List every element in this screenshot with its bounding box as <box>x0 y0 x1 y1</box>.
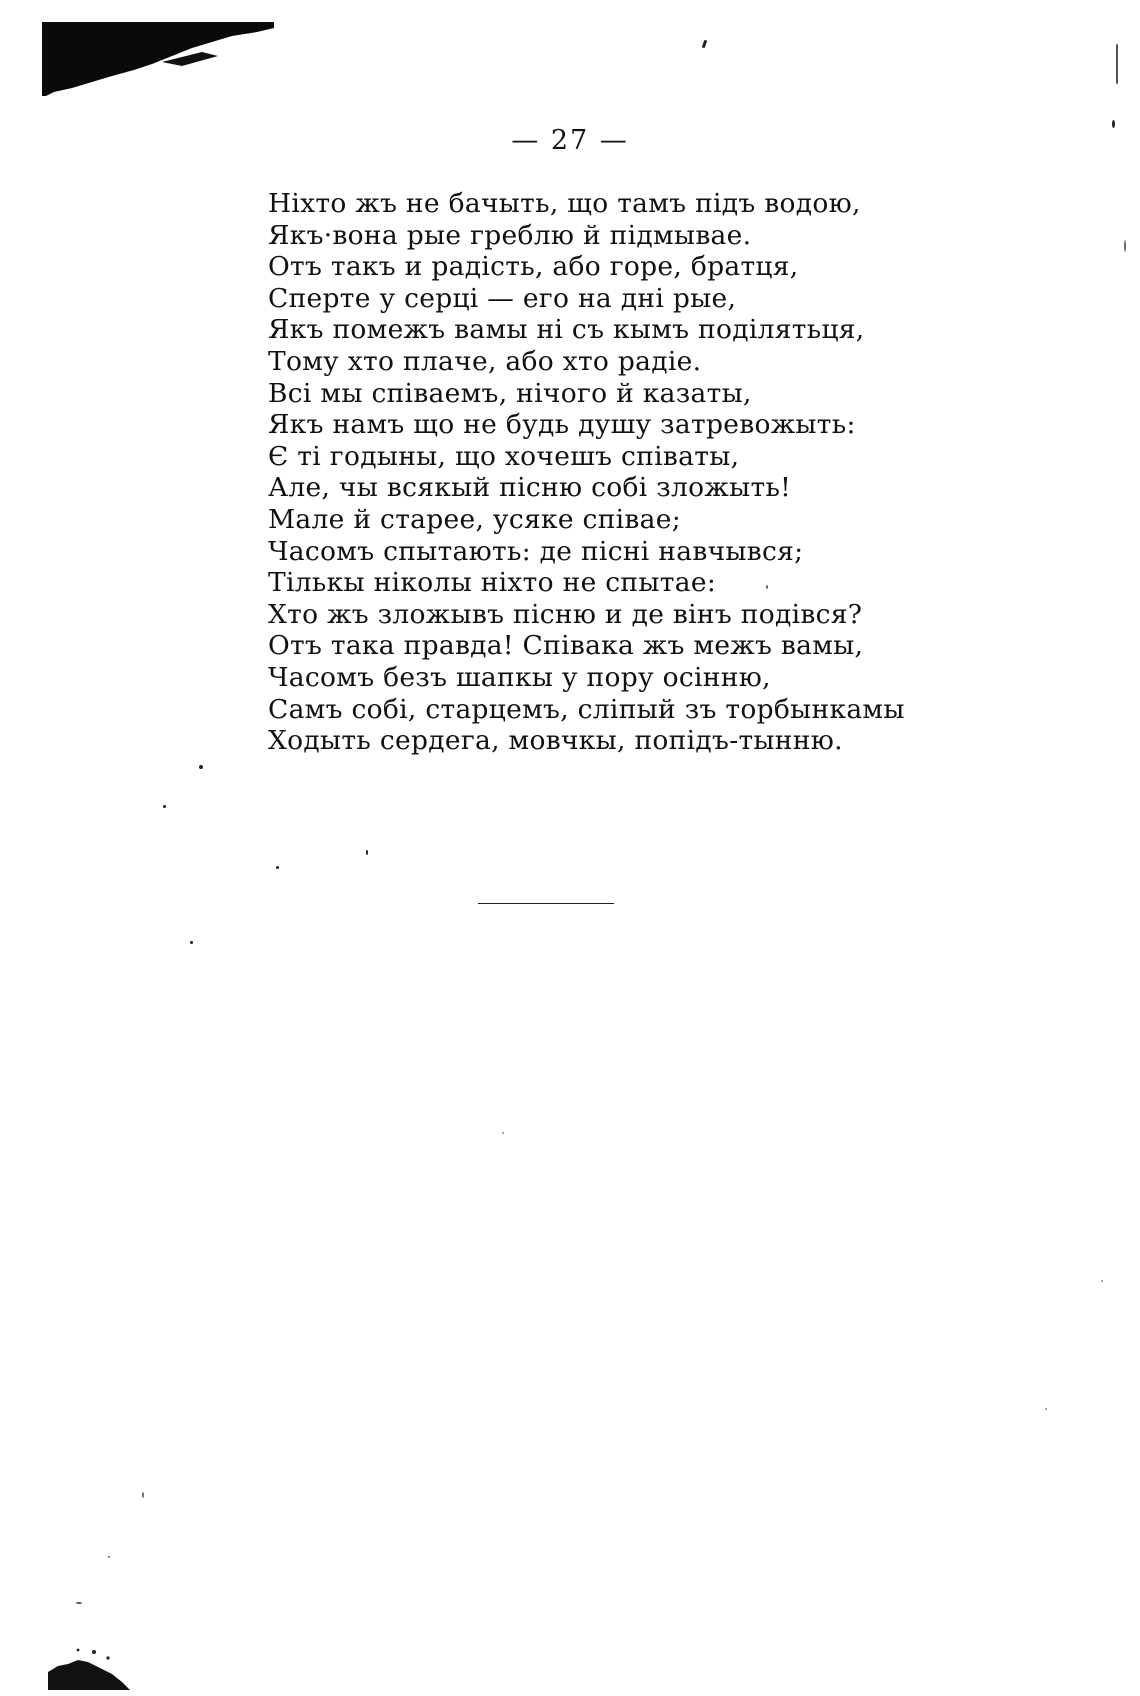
poem-line: Хто жъ зложывъ пісню и де вінъ подівся? <box>268 598 863 630</box>
poem-line: Часомъ безъ шапкы у пору осінню, <box>268 661 771 693</box>
scan-speck <box>1116 44 1118 84</box>
scan-speck <box>142 1492 144 1498</box>
poem-line: Ходыть сердега, мовчкы, попідъ-тынню. <box>268 725 843 757</box>
scan-speck <box>190 941 193 944</box>
poem-line: Якъ помежъ вамы ні съ кымъ поділятьця, <box>268 314 865 346</box>
page-number: — 27 — <box>511 125 629 156</box>
poem-line: Часомъ спытають: де пісні навчывся; <box>268 535 804 567</box>
poem-line: Сперте у серці — его на дні рые, <box>268 282 737 314</box>
section-end-rule <box>478 903 614 904</box>
scan-speck <box>276 866 279 869</box>
poem-line: Якъ намъ що не будь душу затревожыть: <box>268 409 856 441</box>
scan-speck <box>502 1132 504 1134</box>
poem-line: Але, чы всякый пісню собі зложыть! <box>268 472 792 504</box>
scan-artifact-top <box>42 22 274 96</box>
scan-speck <box>702 40 708 49</box>
scan-artifact-bottom <box>48 1620 138 1690</box>
poem-line: Є ті годыны, що хочешъ співаты, <box>268 440 740 472</box>
scan-speck <box>1045 1408 1047 1410</box>
poem-line: Тому хто плаче, або хто радіе. <box>268 345 702 377</box>
poem-line: Самъ собі, старцемъ, сліпый зъ торбынкамы <box>268 693 905 725</box>
scan-speck <box>366 850 368 855</box>
poem-line: Тількы ніколы ніхто не спытае: <box>268 567 717 599</box>
poem-line: Ніхто жъ не бачыть, що тамъ підъ водою, <box>268 188 861 219</box>
poem-line: Якъ·вона рые греблю й підмывае. <box>268 219 752 251</box>
scan-speck <box>199 765 203 769</box>
poem-text <box>268 188 905 757</box>
scan-speck <box>76 1602 82 1604</box>
scan-speck <box>163 805 166 808</box>
poem-line: Отъ така правда! Співака жъ межъ вамы, <box>268 630 864 662</box>
scan-speck <box>108 1556 110 1558</box>
scan-speck <box>1101 1280 1103 1282</box>
poem-line: Отъ такъ и радість, або горе, братця, <box>268 251 799 283</box>
poem-line: Мале й старее, усяке співае; <box>268 503 681 535</box>
scan-speck <box>1124 240 1126 252</box>
poem-line: Всі мы співаемъ, нічого й казаты, <box>268 377 752 409</box>
